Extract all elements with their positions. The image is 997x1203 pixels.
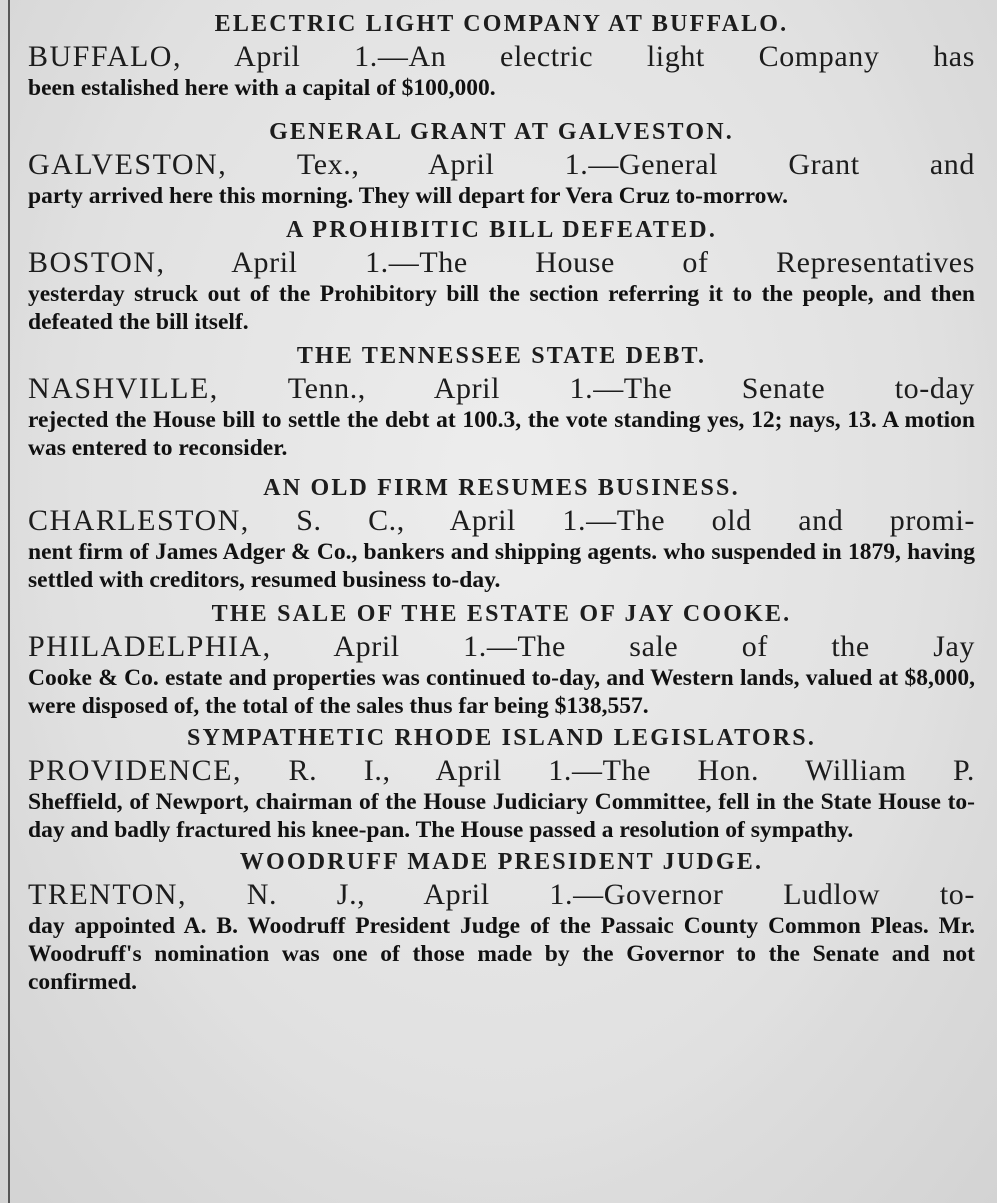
article-lead-line	[28, 504, 975, 538]
article-dateline: NASHVILLE,	[28, 372, 219, 405]
article-body	[28, 754, 975, 844]
article-lead: April 1.—An electric light Company has	[181, 40, 975, 73]
article-headline: A PROHIBITIC BILL DEFEATED.	[285, 217, 718, 243]
article-providence	[28, 722, 975, 844]
article-lead-line	[28, 754, 975, 788]
article-headline: THE SALE OF THE ESTATE OF JAY COOKE.	[211, 601, 792, 627]
article-dateline: BOSTON,	[28, 246, 166, 279]
article-body	[28, 372, 975, 462]
article-lead: Tex., April 1.—General Grant and	[227, 148, 975, 181]
article-dateline: PROVIDENCE,	[28, 754, 243, 787]
article-body	[28, 878, 975, 996]
article-lead-line	[28, 246, 975, 280]
article-text: nent firm of James Adger & Co., bankers and shipping agents. who suspended in 1879, having settled with creditors, resumed business to-day.	[28, 539, 975, 593]
article-lead-line	[28, 878, 975, 912]
article-lead-line	[28, 372, 975, 406]
article-headline: ELECTRIC LIGHT COMPANY AT BUFFALO.	[214, 11, 789, 37]
article-dateline: GALVESTON,	[28, 148, 228, 181]
article-lead-line	[28, 148, 975, 182]
article-lead: Tenn., April 1.—The Senate to-day	[218, 372, 975, 405]
article-nashville	[28, 340, 975, 462]
article-lead-line	[28, 40, 975, 74]
article-buffalo	[28, 8, 975, 102]
article-text: Cooke & Co. estate and properties was continued to-day, and Western lands, valued at $8,000, were disposed of, the total of the sales thus far being $138,557.	[28, 665, 975, 719]
article-trenton	[28, 846, 975, 996]
article-body	[28, 504, 975, 594]
article-lead: S. C., April 1.—The old and promi-	[249, 504, 975, 537]
article-body	[28, 630, 975, 720]
article-lead-line	[28, 630, 975, 664]
article-galveston	[28, 116, 975, 210]
column-rule	[8, 0, 10, 1203]
article-text: party arrived here this morning. They will depart for Vera Cruz to-morrow.	[28, 183, 788, 209]
article-dateline: CHARLESTON,	[28, 504, 250, 537]
article-lead: April 1.—The House of Representatives	[165, 246, 975, 279]
article-text: rejected the House bill to settle the debt at 100.3, the vote standing yes, 12; nays, 13. A motion was entered to reconsider.	[28, 407, 975, 461]
article-headline: WOODRUFF MADE PRESIDENT JUDGE.	[239, 849, 764, 875]
article-headline: SYMPATHETIC RHODE ISLAND LEGISLATORS.	[186, 725, 817, 751]
article-headline: GENERAL GRANT AT GALVESTON.	[269, 119, 734, 145]
article-text: Sheffield, of Newport, chairman of the House Judiciary Committee, fell in the State House to-day and badly fractured his knee-pan. The House passed a resolution of sympathy.	[28, 789, 975, 843]
article-lead: R. I., April 1.—The Hon. William P.	[242, 754, 975, 787]
article-text: been estalished here with a capital of $100,000.	[28, 75, 496, 101]
article-body	[28, 246, 975, 336]
article-headline: AN OLD FIRM RESUMES BUSINESS.	[263, 475, 740, 501]
article-text: yesterday struck out of the Prohibitory bill the section referring it to the people, and then defeated the bill itself.	[28, 281, 975, 335]
article-dateline: TRENTON,	[28, 878, 187, 911]
article-charleston	[28, 472, 975, 594]
article-boston	[28, 214, 975, 336]
article-body	[28, 148, 975, 210]
article-dateline: BUFFALO,	[28, 40, 182, 73]
article-lead: April 1.—The sale of the Jay	[271, 630, 975, 663]
article-body	[28, 40, 975, 102]
article-text: day appointed A. B. Woodruff President Judge of the Passaic County Common Pleas. Mr. Woodruff's nomination was one of those made by the Governor to the Senate and not confirmed.	[28, 913, 975, 995]
article-dateline: PHILADELPHIA,	[28, 630, 272, 663]
article-lead: N. J., April 1.—Governor Ludlow to-	[186, 878, 975, 911]
article-philadelphia	[28, 598, 975, 720]
article-headline: THE TENNESSEE STATE DEBT.	[296, 343, 707, 369]
